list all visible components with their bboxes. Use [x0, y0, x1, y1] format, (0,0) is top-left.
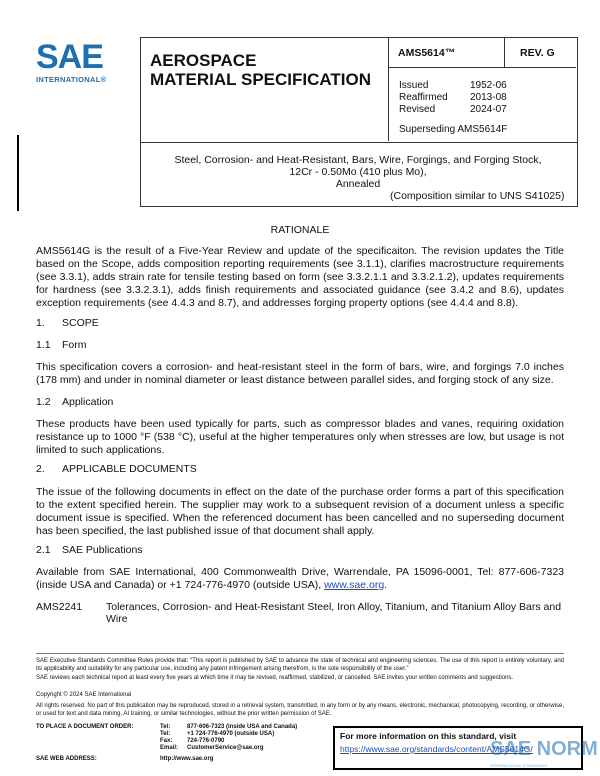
reaffirmed-label: Reaffirmed	[399, 92, 448, 103]
section-2-text: The issue of the following documents in effect on the date of the purchase order forms a part of this specification to the extent specified herein. The supplier may work to a subsequent revision of a document unless a specific document issue is specified. When the referenced document has been cancelled and no superseding document has been specified, the last published issue of that document shall apply.	[36, 486, 564, 537]
section-1-number: 1.	[36, 317, 45, 329]
section-1-heading	[36, 317, 99, 329]
section-2-1-heading	[36, 544, 143, 556]
superseding-note: Superseding AMS5614F	[399, 124, 508, 135]
web-address-label: SAE WEB ADDRESS:	[36, 756, 97, 762]
tel-inside-usa: 877-606-7323 (inside USA and Canada)	[187, 724, 298, 730]
title-line-1: AEROSPACE	[150, 51, 257, 70]
web-address: http://www.sae.org	[160, 756, 214, 762]
section-1-2-text: These products have been used typically for parts, such as compressor blades and vanes, requiring oxidation resistance up to 1000 °F (538 °C), useful at the higher temperatures only when stresses are low, but usage is not limited to such applications.	[36, 418, 564, 456]
tel-outside-usa: +1 724-776-4970 (outside USA)	[187, 731, 275, 737]
logo-subtext: INTERNATIONAL®	[36, 75, 107, 84]
standard-page-link[interactable]: https://www.sae.org/standards/content/AMS5614G/	[340, 744, 533, 754]
sae-logo	[36, 40, 120, 84]
footer-rights-note: All rights reserved. No part of this publication may be reproduced, stored in a retrieval system, transmitted, in any form or by any means, electronic, mechanical, photocopying, recording, or otherwise, or used for text and data mining, AI training, or similar technologies, without the prior written permission of SAE.	[36, 703, 564, 717]
watermark-logo: SAE NORM	[490, 738, 598, 760]
section-2-1-title: SAE Publications	[62, 544, 143, 556]
tel-label: Tel:	[160, 724, 171, 730]
fax-number: 724-776-0790	[187, 738, 225, 744]
email-address: CustomerService@sae.org	[187, 745, 264, 751]
section-1-1-title: Form	[62, 339, 87, 351]
section-2-1-body: Available from SAE International, 400 Commonwealth Drive, Warrendale, PA 15096-0001, Tel: 877-606-7323 (inside USA and Canada) or +1 724-776-4970 (outside USA),	[36, 566, 564, 591]
subtitle-line-1: Steel, Corrosion- and Heat-Resistant, Bars, Wire, Forgings, and Forging Stock,	[174, 154, 542, 166]
document-type-title	[150, 51, 371, 89]
sae-website-link[interactable]: www.sae.org	[324, 579, 385, 591]
order-label: TO PLACE A DOCUMENT ORDER:	[36, 724, 134, 730]
footer-review-note: SAE reviews each technical report at least every five years at which time it may be revised, reaffirmed, stabilized, or cancelled. SAE invites your written comments and suggestions.	[36, 675, 514, 681]
revision-label: REV. G	[520, 47, 555, 59]
section-1-1-heading	[36, 339, 87, 351]
section-1-2-number: 1.2	[36, 396, 51, 408]
section-2-1-text	[36, 566, 564, 592]
section-2-1-period: .	[384, 579, 388, 591]
section-2-number: 2.	[36, 463, 45, 475]
footer-rules-note: SAE Executive Standards Committee Rules provide that: “This report is published by SAE to advance the state of technical and engineering sciences. The use of this report is entirely voluntary, and its applicability and suitability for any particular use, including any patent infringement arising therefrom, is the sole responsibility of the user.”	[36, 658, 564, 672]
subtitle-line-3: Annealed	[335, 178, 381, 190]
section-1-1-text: This specification covers a corrosion- and heat-resistant steel in the form of bars, wire, and forgings 7.0 inches (178 mm) and under in nominal diameter or least distance between parallel sides, and forging stock of any size.	[36, 361, 564, 386]
issued-label: Issued	[399, 80, 429, 91]
doc-number: AMS5614™	[398, 47, 456, 59]
reference-code: AMS2241	[36, 601, 83, 613]
reference-title: Tolerances, Corrosion- and Heat-Resistant Steel, Iron Alloy, Titanium, and Titanium Alloy Bars and Wire	[106, 601, 562, 625]
subtitle-line-4: (Composition similar to UNS S41025)	[390, 190, 565, 202]
logo-mark: SAE	[36, 38, 103, 76]
section-1-1-number: 1.1	[36, 339, 51, 351]
issued-date: 1952-06	[470, 80, 507, 91]
rationale-heading: RATIONALE	[270, 224, 330, 236]
revised-label: Revised	[399, 104, 436, 115]
change-bar	[17, 135, 19, 211]
rationale-text: AMS5614G is the result of a Five-Year Review and update of the specificaiton. The revision updates the Title based on the Scope, adds composition reporting requirements (see 3.1.1), clarifies macrostructure requirements (see 3.3.1), adds strain rate for tensile testing based on form (see 3.3.2.1.1 and 3.3.2.1.2), updates requirements for hardness (see 3.3.2.3.1), adds finish requirements and associated guidance (see 3.4.2 and 8.6), updates exception requirements (see 4.4.3 and 8.7), and addresses forging property options (see 4.4.4 and 8.8).	[36, 245, 564, 309]
footer-divider	[36, 653, 564, 654]
reaffirmed-date: 2013-08	[470, 92, 507, 103]
section-1-2-heading	[36, 396, 113, 408]
subtitle-line-2: 12Cr - 0.50Mo (410 plus Mo),	[289, 166, 427, 178]
section-2-title: APPLICABLE DOCUMENTS	[62, 463, 197, 475]
section-1-title: SCOPE	[62, 317, 99, 329]
title-line-2: MATERIAL SPECIFICATION	[150, 70, 371, 89]
fax-label: Fax:	[160, 738, 173, 744]
tel2-label: Tel:	[160, 731, 171, 737]
email-label: Email:	[160, 745, 179, 751]
section-2-1-number: 2.1	[36, 544, 51, 556]
footer-copyright: Copyright © 2024 SAE International	[36, 692, 132, 698]
section-2-heading	[36, 463, 197, 475]
section-1-2-title: Application	[62, 396, 114, 408]
more-info-title: For more information on this standard, visit	[340, 731, 517, 741]
watermark-subtext: INTERNATIONAL STANDARDS	[490, 763, 548, 768]
revised-date: 2024-07	[470, 104, 507, 115]
